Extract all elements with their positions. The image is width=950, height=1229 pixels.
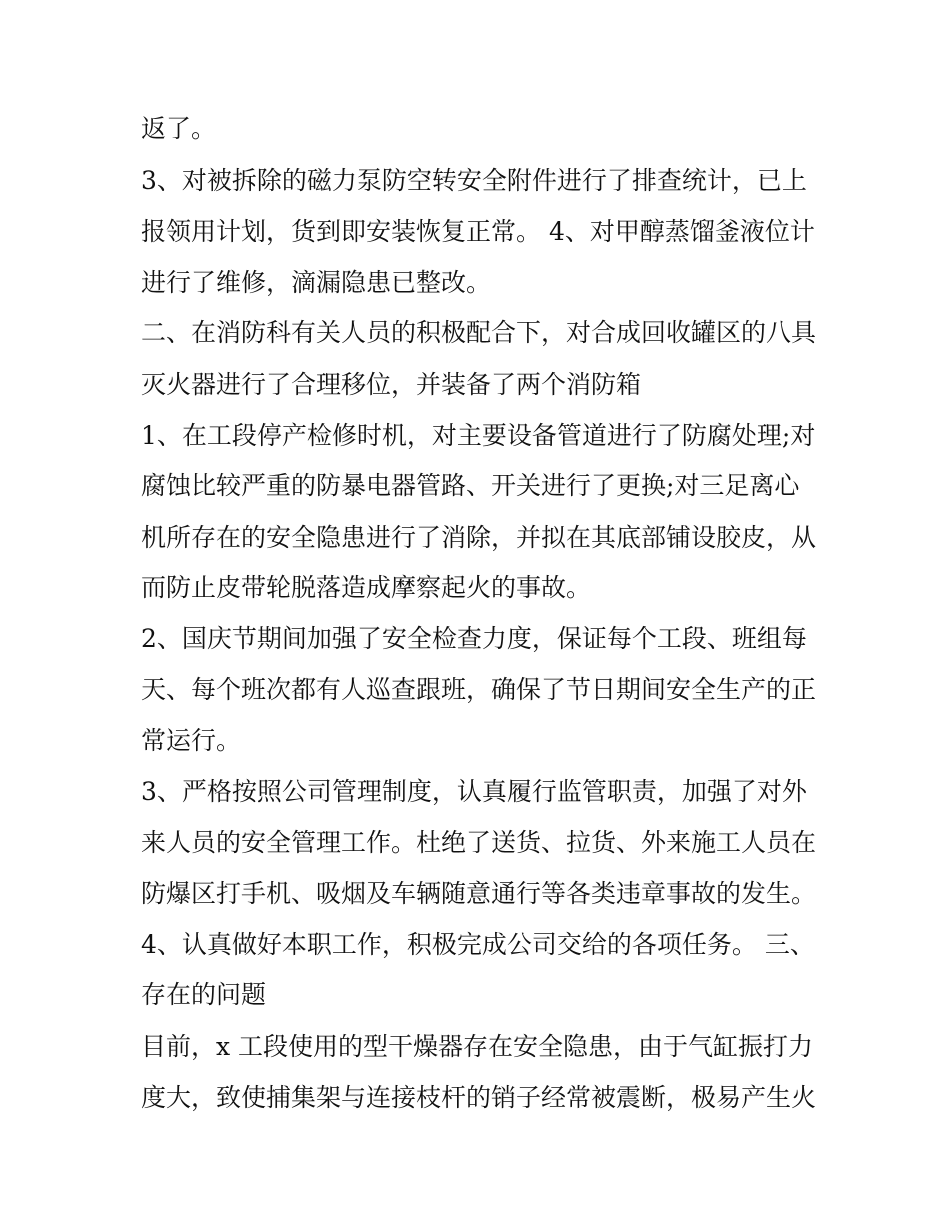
text-line-2: 3、对被拆除的磁力泵防空转安全附件进行了排查统计，已上 <box>141 166 807 195</box>
text-line-11: 2、国庆节期间加强了安全检查力度，保证每个工段、班组每 <box>141 624 807 653</box>
text-line-14: 3、严格按照公司管理制度，认真履行监管职责，加强了对外 <box>141 777 807 806</box>
text-line-10: 而防止皮带轮脱落造成摩察起火的事故。 <box>141 573 592 602</box>
text-line-6: 灭火器进行了合理移位，并装备了两个消防箱 <box>141 370 642 399</box>
text-line-19: 目前，x 工段使用的型干燥器存在安全隐患，由于气缸振打力 <box>141 1032 814 1061</box>
text-line-16: 防爆区打手机、吸烟及车辆随意通行等各类违章事故的发生。 <box>141 879 817 908</box>
text-line-17: 4、认真做好本职工作，积极完成公司交给的各项任务。 三、 <box>141 930 815 959</box>
text-line-3: 报领用计划，货到即安装恢复正常。 4、对甲醇蒸馏釜液位计 <box>141 217 815 246</box>
text-line-18: 存在的问题 <box>141 980 267 1009</box>
text-line-9: 机所存在的安全隐患进行了消除，并拟在其底部铺设胶皮，从 <box>141 523 817 552</box>
text-line-4: 进行了维修，滴漏隐患已整改。 <box>141 268 492 297</box>
text-line-13: 常运行。 <box>141 726 242 755</box>
text-line-7: 1、在工段停产检修时机，对主要设备管道进行了防腐处理;对 <box>141 421 816 450</box>
text-line-12: 天、每个班次都有人巡查跟班，确保了节日期间安全生产的正 <box>141 675 817 704</box>
text-line-5: 二、在消防科有关人员的积极配合下，对合成回收罐区的八具 <box>141 318 817 347</box>
text-line-8: 腐蚀比较严重的防暴电器管路、开关进行了更换;对三足离心 <box>141 471 800 500</box>
text-line-15: 来人员的安全管理工作。杜绝了送货、拉货、外来施工人员在 <box>141 828 817 857</box>
text-line-20: 度大，致使捕集架与连接枝杆的销子经常被震断，极易产生火 <box>141 1083 817 1112</box>
text-line-1: 返了。 <box>141 114 217 143</box>
